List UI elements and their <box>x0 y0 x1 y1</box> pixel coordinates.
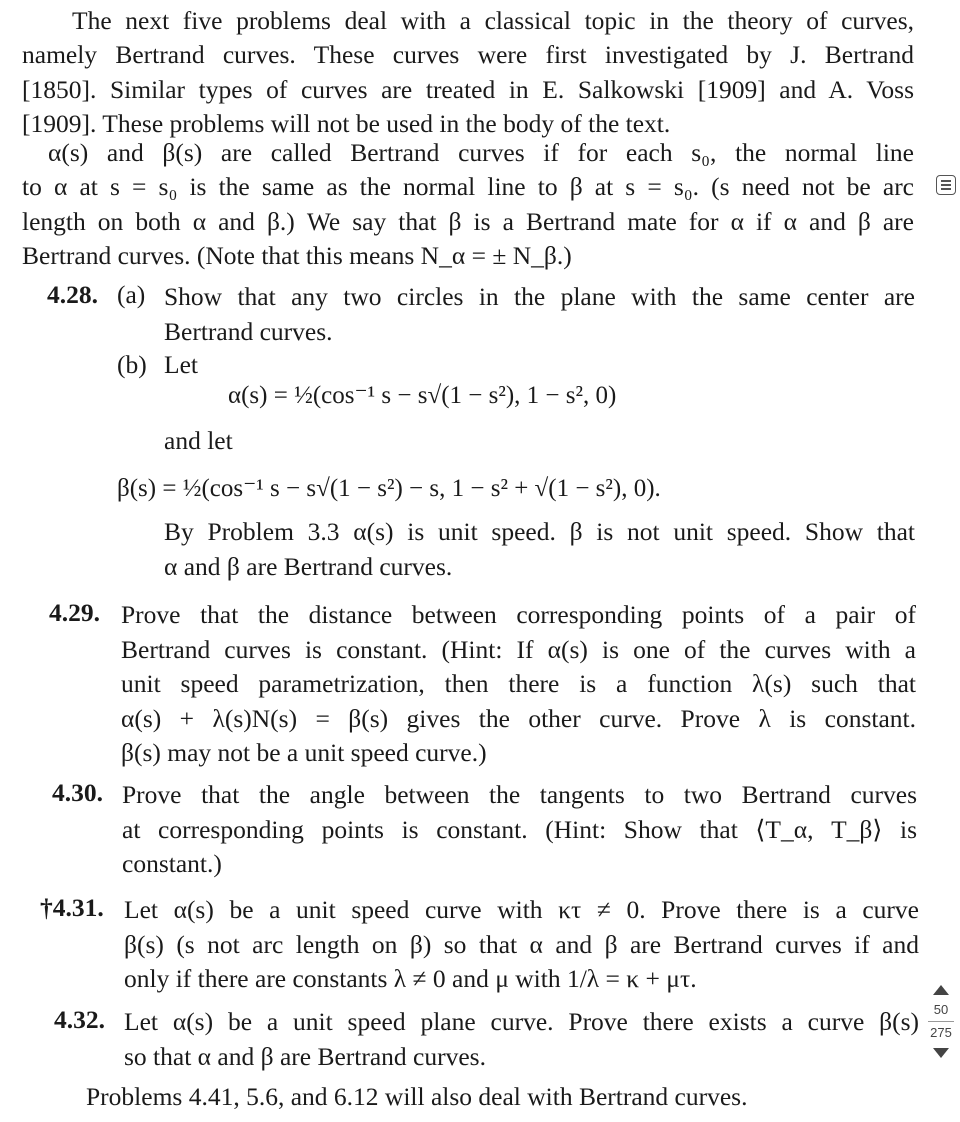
text-line: Show that any two circles in the plane with the same center are <box>164 282 915 311</box>
equation-beta: β(s) = ½(cos⁻¹ s − s√(1 − s²) − s, 1 − s² + √(1 − s²), 0). <box>117 475 661 502</box>
definition-line: Bertrand curves. (Note that this means N_α = ± N_β.) <box>22 240 572 270</box>
text-line: only if there are constants λ ≠ 0 and μ with 1/λ = κ + μτ. <box>124 964 697 993</box>
part-a-label: (a) <box>117 280 146 309</box>
intro-line: [1909]. These problems will not be used in the body of the text. <box>22 108 671 138</box>
problem-number-4-31: †4.31. <box>40 893 104 922</box>
note-line <box>941 188 951 190</box>
definition-line: α(s) and β(s) are called Bertrand curves if for each s₀, the normal line <box>48 138 914 167</box>
definition-line: to α at s = s₀ is the same as the normal line to β at s = s₀. (s need not be arc <box>22 172 914 202</box>
text-line: β(s) (s not arc length on β) so that α and β are Bertrand curves if and <box>124 929 919 959</box>
part-b-label: (b) <box>117 350 147 379</box>
page-up-icon[interactable] <box>933 985 949 995</box>
page-navigator <box>922 985 960 1058</box>
problem-4-28-part-a <box>164 280 915 349</box>
note-line <box>941 180 951 182</box>
note-icon[interactable] <box>936 175 956 195</box>
problem-4-29-body <box>121 598 916 771</box>
text-line: so that α and β are Bertrand curves. <box>124 1041 486 1071</box>
problem-4-28-part-b-tail <box>164 515 915 584</box>
definition-line: length on both α and β.) We say that β is a Bertrand mate for α if α and β are <box>22 206 914 236</box>
text-line: unit speed parametrization, then there is a function λ(s) such that <box>121 669 916 698</box>
text-line: Let α(s) be a unit speed curve with κτ ≠ 0. Prove there is a curve <box>124 895 919 924</box>
text-line: Prove that the distance between corresponding points of a pair of <box>121 600 916 629</box>
text-line: β(s) may not be a unit speed curve.) <box>121 738 487 767</box>
problem-number-4-29: 4.29. <box>49 598 100 627</box>
text-line: constant.) <box>122 849 222 878</box>
text-line: Let α(s) be a unit speed plane curve. Prove there exists a curve β(s) <box>124 1007 919 1036</box>
part-b-intro: Let <box>164 350 198 379</box>
total-pages: 275 <box>930 1025 952 1040</box>
text-line: α(s) + λ(s)N(s) = β(s) gives the other curve. Prove λ is constant. <box>121 703 916 733</box>
problem-number-4-28: 4.28. <box>47 280 98 309</box>
problem-4-31-body <box>124 893 919 997</box>
and-let-text: and let <box>164 426 233 455</box>
problem-4-30-body <box>122 778 917 882</box>
intro-line: namely Bertrand curves. These curves were first investigated by J. Bertrand <box>22 40 914 70</box>
problem-number-4-30: 4.30. <box>52 778 103 807</box>
problem-number-4-32: 4.32. <box>54 1005 105 1034</box>
text-line: Bertrand curves. <box>164 316 333 346</box>
text-line: By Problem 3.3 α(s) is unit speed. β is not unit speed. Show that <box>164 517 915 546</box>
text-line: at corresponding points is constant. (Hint: Show that ⟨T_α, T_β⟩ is <box>122 814 917 844</box>
text-line: α and β are Bertrand curves. <box>164 551 453 581</box>
intro-paragraph <box>22 4 914 141</box>
current-page: 50 <box>933 1002 949 1017</box>
footer-text: Problems 4.41, 5.6, and 6.12 will also deal with Bertrand curves. <box>86 1082 748 1111</box>
problem-4-32-body <box>124 1005 919 1074</box>
page-separator <box>928 1021 954 1022</box>
equation-alpha: α(s) = ½(cos⁻¹ s − s√(1 − s²), 1 − s², 0) <box>228 382 617 409</box>
page-down-icon[interactable] <box>933 1048 949 1058</box>
text-line: Bertrand curves is constant. (Hint: If α(s) is one of the curves with a <box>121 634 916 664</box>
intro-line: The next five problems deal with a classical topic in the theory of curves, <box>72 6 914 35</box>
text-line: Prove that the angle between the tangents to two Bertrand curves <box>122 780 917 809</box>
intro-line: [1850]. Similar types of curves are treated in E. Salkowski [1909] and A. Voss <box>22 74 914 104</box>
note-line <box>941 184 951 186</box>
definition-paragraph <box>22 136 914 273</box>
